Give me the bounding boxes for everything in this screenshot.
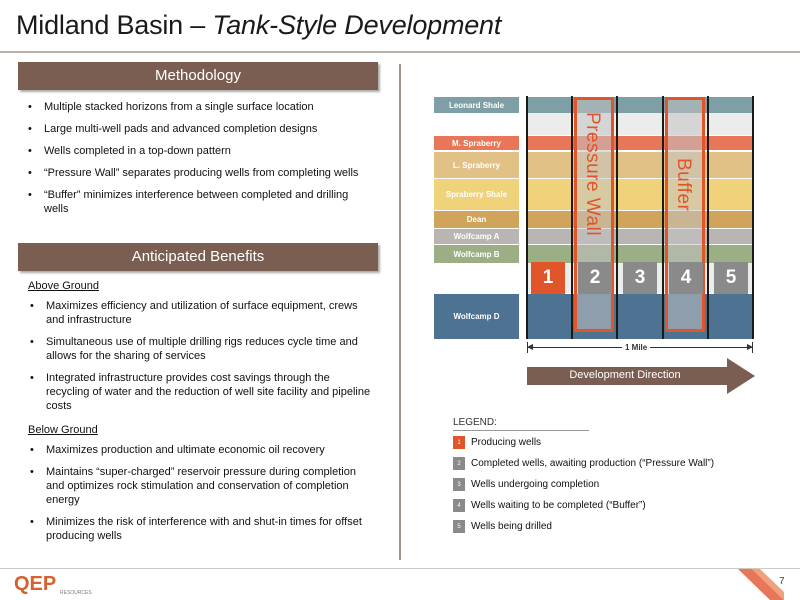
layer-band-m-spraberry xyxy=(526,136,754,150)
title-italic: Tank-Style Development xyxy=(212,10,502,40)
legend-swatch: 1 xyxy=(453,436,465,449)
layer-band-wolfcamp-a xyxy=(526,229,754,244)
layer-band-wolfcamp-b xyxy=(526,245,754,263)
well-box-5: 5 xyxy=(714,262,748,294)
buffer-highlight xyxy=(665,97,705,332)
layer-label-wolfcamp-b: Wolfcamp B xyxy=(434,245,519,263)
layer-band-leonard-shale xyxy=(526,97,754,113)
list-item: • Maximizes efficiency and utilization of surface equipment, crews and infrastructure xyxy=(28,299,374,327)
layer-label-l-spraberry: L. Spraberry xyxy=(434,152,519,178)
list-item: • Maximizes production and ultimate economic oil recovery xyxy=(28,443,374,457)
mile-arrow-left-icon xyxy=(527,344,533,350)
layer-label-wolfcamp-a: Wolfcamp A xyxy=(434,229,519,244)
stratigraphy-grid xyxy=(526,96,754,339)
list-item: • Wells completed in a top-down pattern xyxy=(26,144,374,158)
well-column-line xyxy=(526,96,528,339)
legend-text: Wells waiting to be completed (“Buffer”) xyxy=(471,500,646,511)
footer-divider xyxy=(0,568,800,569)
legend-item xyxy=(453,499,646,512)
layer-band-spraberry-shale xyxy=(526,179,754,210)
list-item: • Minimizes the risk of interference with and shut-in times for offset producing wells xyxy=(28,515,374,543)
legend-text: Wells undergoing completion xyxy=(471,479,600,490)
layer-band-l-spraberry xyxy=(526,152,754,178)
well-box-1: 1 xyxy=(531,262,565,294)
page-title xyxy=(16,10,501,41)
layer-band-dean xyxy=(526,211,754,228)
title-main: Midland Basin – xyxy=(16,10,213,40)
list-item: • Maintains “super-charged” reservoir pressure during completion and optimizes rock stimulation and conservation of completion energy xyxy=(28,465,374,507)
mile-arrow-right-icon xyxy=(747,344,753,350)
legend-item xyxy=(453,520,552,533)
svg-text:RESOURCES: RESOURCES xyxy=(60,590,92,596)
corner-accent-icon xyxy=(738,569,784,600)
legend-text: Wells being drilled xyxy=(471,521,552,532)
well-column-line xyxy=(571,96,573,339)
layer-band-gap xyxy=(526,113,754,135)
legend-title: LEGEND: xyxy=(453,417,497,428)
layer-label-leonard-shale: Leonard Shale xyxy=(434,97,519,113)
legend-text: Producing wells xyxy=(471,437,542,448)
column-divider xyxy=(399,64,401,560)
legend-swatch: 4 xyxy=(453,499,465,512)
legend-swatch: 2 xyxy=(453,457,465,470)
well-column-line xyxy=(752,96,754,339)
page-number: 7 xyxy=(779,576,785,587)
above-ground-label: Above Ground xyxy=(28,280,99,292)
well-column-line xyxy=(707,96,709,339)
svg-text:QEP: QEP xyxy=(14,573,57,595)
list-item: • “Pressure Wall” separates producing wells from completing wells xyxy=(26,166,374,180)
legend-item xyxy=(453,436,541,449)
methodology-list xyxy=(26,100,374,224)
layer-band-wolfcamp-d xyxy=(526,294,754,339)
layer-label-spraberry-shale: Spraberry Shale xyxy=(434,179,519,210)
buffer-label: Buffer xyxy=(673,158,694,212)
pressure-wall-label: Pressure Wall xyxy=(582,112,603,237)
legend-item xyxy=(453,478,599,491)
mile-scale-label: 1 Mile xyxy=(622,343,650,352)
legend-item xyxy=(453,457,714,470)
list-item: • “Buffer” minimizes interference between completed and drilling wells xyxy=(26,188,374,216)
well-box-3: 3 xyxy=(623,262,657,294)
below-ground-list xyxy=(28,443,374,551)
well-column-line xyxy=(662,96,664,339)
well-box-2: 2 xyxy=(578,262,612,294)
title-divider xyxy=(0,51,800,53)
above-ground-list xyxy=(28,299,374,421)
legend-text: Completed wells, awaiting production (“Pressure Wall”) xyxy=(471,458,715,469)
qep-logo-icon xyxy=(14,572,94,596)
layer-label-wolfcamp-d: Wolfcamp D xyxy=(434,294,519,339)
benefits-heading: Anticipated Benefits xyxy=(18,243,378,271)
well-column-line xyxy=(616,96,618,339)
below-ground-label: Below Ground xyxy=(28,424,98,436)
layer-label-m-spraberry: M. Spraberry xyxy=(434,136,519,150)
layer-label-dean: Dean xyxy=(434,211,519,228)
legend-swatch: 5 xyxy=(453,520,465,533)
well-box-4: 4 xyxy=(669,262,703,294)
legend-divider xyxy=(453,430,589,431)
legend-swatch: 3 xyxy=(453,478,465,491)
list-item: • Integrated infrastructure provides cost savings through the recycling of water and the reduction of well site facility and pipeline costs xyxy=(28,371,374,413)
list-item: • Simultaneous use of multiple drilling rigs reduces cycle time and allows for the sharing of services xyxy=(28,335,374,363)
development-direction-label: Development Direction xyxy=(569,369,681,381)
list-item: • Multiple stacked horizons from a single surface location xyxy=(26,100,374,114)
list-item: • Large multi-well pads and advanced completion designs xyxy=(26,122,374,136)
methodology-heading: Methodology xyxy=(18,62,378,90)
